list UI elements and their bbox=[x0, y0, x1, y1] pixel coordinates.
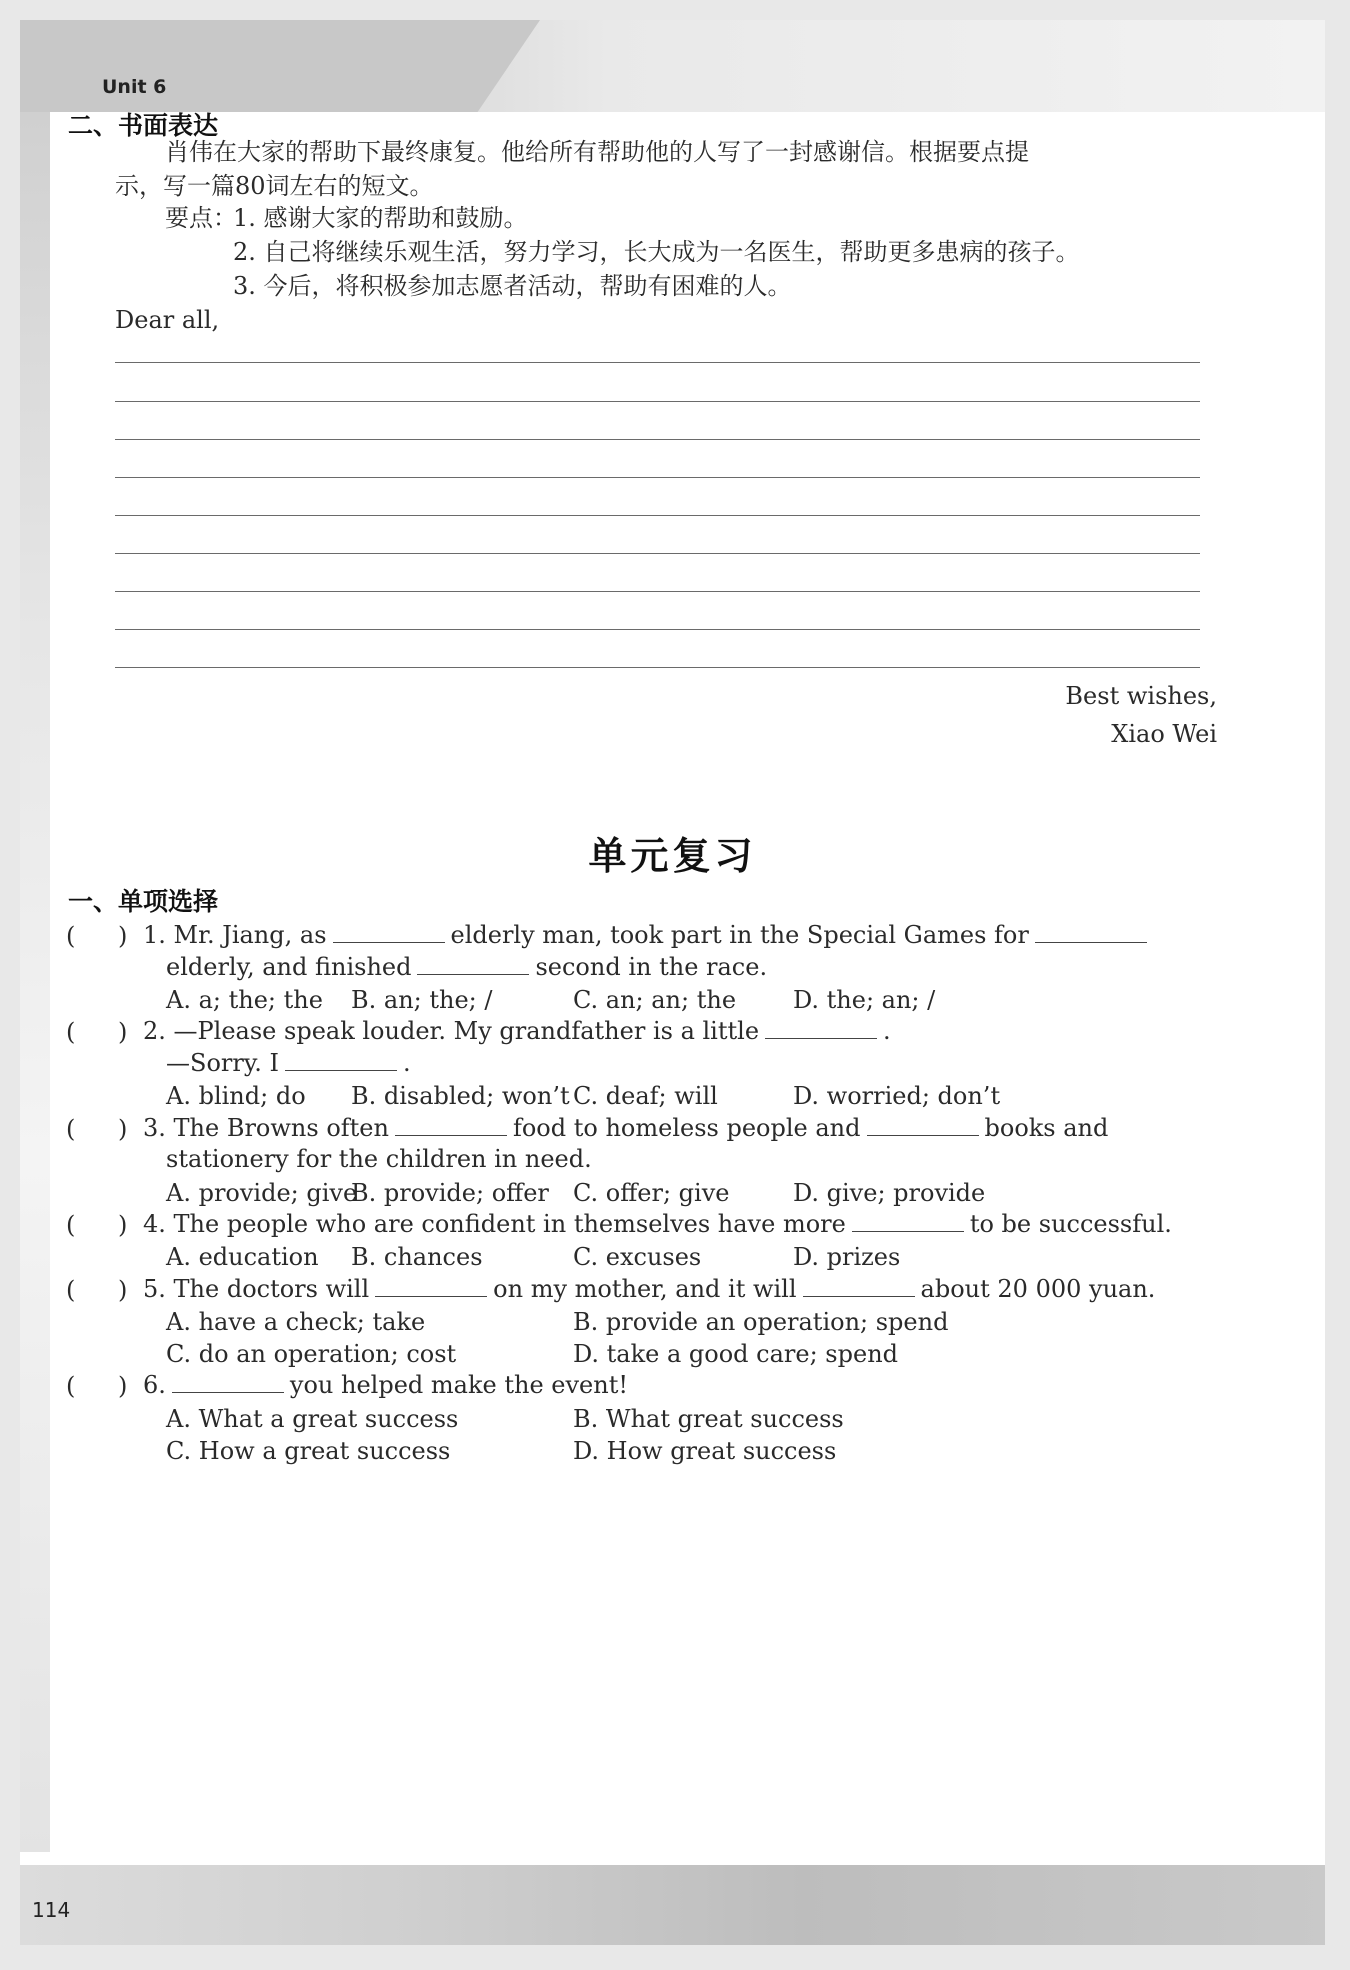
unit-label: Unit 6 bbox=[102, 76, 167, 98]
answer-paren-close: ) bbox=[118, 1115, 128, 1143]
writing-line[interactable] bbox=[115, 515, 1200, 516]
letter-greeting: Dear all, bbox=[115, 306, 220, 334]
q6-option-c[interactable]: C. How a great success bbox=[166, 1437, 451, 1465]
writing-line[interactable] bbox=[115, 629, 1200, 630]
answer-paren-close: ) bbox=[118, 1276, 128, 1304]
point-3: 3. 今后，将积极参加志愿者活动，帮助有困难的人。 bbox=[233, 272, 792, 300]
answer-paren-open: ( bbox=[66, 1115, 76, 1143]
q3-stem-line1: 3. The Browns often food to homeless people and books and bbox=[143, 1114, 1109, 1142]
letter-signature: Xiao Wei bbox=[1111, 720, 1217, 748]
writing-line[interactable] bbox=[115, 591, 1200, 592]
writing-line[interactable] bbox=[115, 362, 1200, 363]
q4-option-a[interactable]: A. education bbox=[166, 1243, 319, 1271]
answer-paren-close: ) bbox=[118, 922, 128, 950]
q1-option-d[interactable]: D. the; an; / bbox=[793, 986, 936, 1014]
q3-stem-line2: stationery for the children in need. bbox=[166, 1145, 592, 1173]
point-1: 1. 感谢大家的帮助和鼓励。 bbox=[233, 204, 528, 232]
q1-option-b[interactable]: B. an; the; / bbox=[351, 986, 493, 1014]
answer-paren-close: ) bbox=[118, 1018, 128, 1046]
q2-option-d[interactable]: D. worried; don’t bbox=[793, 1082, 1001, 1110]
q6-stem-line1: 6. you helped make the event! bbox=[143, 1371, 628, 1399]
answer-paren-open: ( bbox=[66, 1211, 76, 1239]
page-number: 114 bbox=[32, 1898, 71, 1922]
q2-option-b[interactable]: B. disabled; won’t bbox=[351, 1082, 570, 1110]
writing-line[interactable] bbox=[115, 401, 1200, 402]
q1-stem-line2: elderly, and finished second in the race. bbox=[166, 953, 768, 981]
q2-stem-line1: 2. —Please speak louder. My grandfather is a little . bbox=[143, 1017, 891, 1045]
answer-paren-close: ) bbox=[118, 1372, 128, 1400]
points-label: 要点： bbox=[165, 204, 237, 232]
answer-blank[interactable] bbox=[375, 1276, 487, 1297]
answer-blank[interactable] bbox=[803, 1276, 915, 1297]
q4-option-d[interactable]: D. prizes bbox=[793, 1243, 901, 1271]
q1-option-a[interactable]: A. a; the; the bbox=[166, 986, 323, 1014]
answer-paren-close: ) bbox=[118, 1211, 128, 1239]
answer-blank[interactable] bbox=[172, 1372, 284, 1393]
q6-option-a[interactable]: A. What a great success bbox=[166, 1405, 459, 1433]
answer-blank[interactable] bbox=[867, 1115, 979, 1136]
q4-option-c[interactable]: C. excuses bbox=[573, 1243, 702, 1271]
q5-option-c[interactable]: C. do an operation; cost bbox=[166, 1340, 457, 1368]
q3-option-c[interactable]: C. offer; give bbox=[573, 1179, 730, 1207]
answer-blank[interactable] bbox=[1035, 922, 1147, 943]
writing-line[interactable] bbox=[115, 667, 1200, 668]
answer-blank[interactable] bbox=[417, 954, 529, 975]
writing-line[interactable] bbox=[115, 553, 1200, 554]
q5-option-a[interactable]: A. have a check; take bbox=[166, 1308, 426, 1336]
q5-option-b[interactable]: B. provide an operation; spend bbox=[573, 1308, 949, 1336]
answer-blank[interactable] bbox=[765, 1018, 877, 1039]
q6-option-b[interactable]: B. What great success bbox=[573, 1405, 844, 1433]
q5-stem-line1: 5. The doctors will on my mother, and it will about 20 000 yuan. bbox=[143, 1275, 1156, 1303]
answer-paren-open: ( bbox=[66, 922, 76, 950]
unit-review-title: 单元复习 bbox=[588, 834, 757, 878]
writing-line[interactable] bbox=[115, 439, 1200, 440]
header-shape bbox=[20, 20, 540, 112]
q2-stem-line2: —Sorry. I . bbox=[166, 1049, 411, 1077]
writing-intro-line1: 肖伟在大家的帮助下最终康复。他给所有帮助他的人写了一封感谢信。根据要点提 bbox=[165, 138, 1029, 166]
writing-line[interactable] bbox=[115, 477, 1200, 478]
footer-band bbox=[20, 1865, 1325, 1945]
point-2: 2. 自己将继续乐观生活，努力学习，长大成为一名医生，帮助更多患病的孩子。 bbox=[233, 238, 1080, 266]
writing-section-title: 二、书面表达 bbox=[68, 111, 219, 140]
q1-stem-line1: 1. Mr. Jiang, as elderly man, took part in the Special Games for bbox=[143, 922, 1153, 947]
q6-option-d[interactable]: D. How great success bbox=[573, 1437, 837, 1465]
q4-option-b[interactable]: B. chances bbox=[351, 1243, 483, 1271]
letter-closing: Best wishes, bbox=[1065, 682, 1217, 710]
q3-option-d[interactable]: D. give; provide bbox=[793, 1179, 986, 1207]
q3-option-b[interactable]: B. provide; offer bbox=[351, 1179, 549, 1207]
writing-intro-line2: 示，写一篇80词左右的短文。 bbox=[115, 172, 434, 200]
q5-option-d[interactable]: D. take a good care; spend bbox=[573, 1340, 899, 1368]
answer-blank[interactable] bbox=[333, 922, 445, 943]
q4-stem-line1: 4. The people who are confident in themselves have more to be successful. bbox=[143, 1210, 1172, 1238]
q2-option-c[interactable]: C. deaf; will bbox=[573, 1082, 718, 1110]
left-edge-shading bbox=[20, 112, 50, 1852]
answer-paren-open: ( bbox=[66, 1018, 76, 1046]
answer-blank[interactable] bbox=[852, 1211, 964, 1232]
answer-paren-open: ( bbox=[66, 1276, 76, 1304]
answer-paren-open: ( bbox=[66, 1372, 76, 1400]
q1-option-c[interactable]: C. an; an; the bbox=[573, 986, 737, 1014]
workbook-page bbox=[20, 20, 1325, 1945]
answer-blank[interactable] bbox=[395, 1115, 507, 1136]
multiple-choice-section-title: 一、单项选择 bbox=[68, 887, 219, 916]
q2-option-a[interactable]: A. blind; do bbox=[166, 1082, 306, 1110]
q3-option-a[interactable]: A. provide; give bbox=[166, 1179, 358, 1207]
answer-blank[interactable] bbox=[285, 1050, 397, 1071]
